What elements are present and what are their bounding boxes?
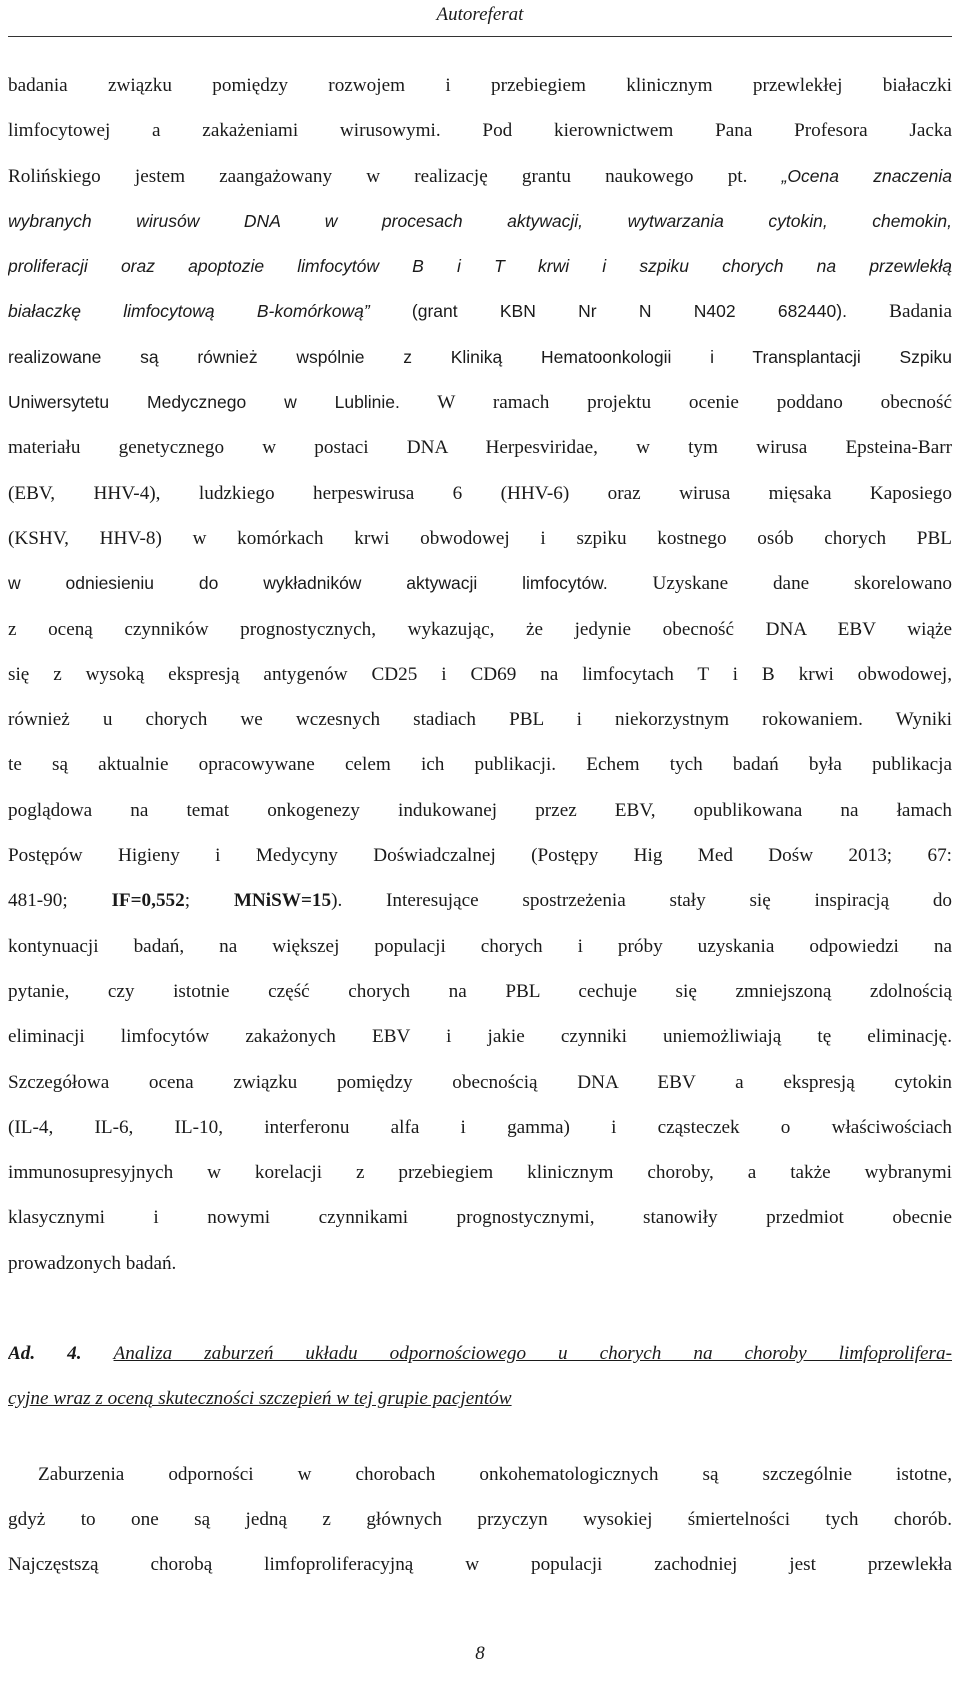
text-line: proliferacji oraz apoptozie limfocytów B i T krwi i szpiku chorych na przewlekłą bbox=[8, 256, 952, 277]
text-line: (IL-4, IL-6, IL-10, interferonu alfa i gamma) i cząsteczek o właściwościach bbox=[8, 1116, 952, 1138]
text-line bbox=[8, 154, 952, 199]
section-heading-line: cyjne wraz z oceną skuteczności szczepień w tej grupie pacjentów bbox=[8, 1388, 512, 1410]
text-span: 481-90; bbox=[8, 890, 68, 912]
page-number: 8 bbox=[475, 1643, 485, 1664]
text-line: immunosupresyjnych w korelacji z przebiegiem klinicznym choroby, a także wybranymi bbox=[8, 1162, 952, 1184]
spacer bbox=[8, 1422, 952, 1452]
spacer bbox=[8, 1286, 952, 1331]
text-line bbox=[8, 380, 952, 425]
section-title: Analiza zaburzeń układu odpornościowego u chorych na choroby limfoprolifera- bbox=[113, 1343, 952, 1365]
text-line: się z wysoką ekspresją antygenów CD25 i CD69 na limfocytach T i B krwi obwodowej, bbox=[8, 663, 952, 685]
text-line: materiału genetycznego w postaci DNA Herpesviridae, w tym wirusa Epsteina-Barr bbox=[8, 437, 952, 459]
text-line bbox=[8, 561, 952, 606]
text-span: W ramach projektu ocenie poddano obecność bbox=[437, 392, 952, 414]
grant-number-span: (grant KBN Nr N N402 682440). bbox=[411, 301, 847, 322]
mnisw-score: MNiSW=15 bbox=[233, 890, 332, 912]
text-span: Uniwersytetu Medycznego w Lublinie. bbox=[8, 392, 400, 413]
text-line: (EBV, HHV-4), ludzkiego herpeswirusa 6 (HHV-6) oraz wirusa mięsaka Kaposiego bbox=[8, 482, 952, 504]
text-line: eliminacji limfocytów zakażonych EBV i jakie czynniki uniemożliwiają tę eliminację. bbox=[8, 1026, 952, 1048]
text-line: gdyż to one są jedną z głównych przyczyn wysokiej śmiertelności tych chorób. bbox=[8, 1508, 952, 1530]
text-line: badania związku pomiędzy rozwojem i przebiegiem klinicznym przewlekłej białaczki bbox=[8, 75, 952, 96]
body-text bbox=[8, 63, 952, 1588]
text-line: realizowane są również wspólnie z Kliniką Hematoonkologii i Transplantacji Szpiku bbox=[8, 346, 952, 367]
text-span: ; bbox=[184, 890, 191, 912]
impact-factor: IF=0,552 bbox=[111, 890, 185, 912]
text-line: wybranych wirusów DNA w procesach aktywacji, wytwarzania cytokin, chemokin, bbox=[8, 210, 952, 231]
text-line: prowadzonych badań. bbox=[8, 1252, 177, 1274]
text-span: ). Interesujące spostrzeżenia stały się inspiracją do bbox=[331, 890, 952, 912]
grant-title-span: „Ocena znaczenia bbox=[781, 165, 952, 186]
text-line: kontynuacji badań, na większej populacji chorych i próby uzyskania odpowiedzi na bbox=[8, 935, 952, 957]
text-line: Zaburzenia odporności w chorobach onkohematologicznych są szczególnie istotne, bbox=[38, 1463, 952, 1485]
section-number: Ad. 4. bbox=[8, 1343, 82, 1365]
text-line bbox=[8, 289, 952, 334]
text-line bbox=[8, 878, 952, 923]
text-line: poglądowa na temat onkogenezy indukowanej przez EBV, opublikowana na łamach bbox=[8, 799, 952, 821]
text-line: klasycznymi i nowymi czynnikami prognostycznymi, stanowiły przedmiot obecnie bbox=[8, 1207, 952, 1229]
text-span: Rolińskiego jestem zaangażowany w realizację grantu naukowego pt. bbox=[8, 165, 748, 187]
text-span: w odniesieniu do wykładników aktywacji limfocytów. bbox=[8, 573, 608, 594]
text-line: te są aktualnie opracowywane celem ich publikacji. Echem tych badań była publikacja bbox=[8, 754, 952, 776]
text-line: z oceną czynników prognostycznych, wykazując, że jedynie obecność DNA EBV wiąże bbox=[8, 618, 952, 640]
text-line: Szczegółowa ocena związku pomiędzy obecnością DNA EBV a ekspresją cytokin bbox=[8, 1071, 952, 1093]
text-span: Uzyskane dane skorelowano bbox=[652, 573, 952, 595]
text-line: Najczęstszą chorobą limfoproliferacyjną w populacji zachodniej jest przewlekła bbox=[8, 1554, 952, 1576]
text-line: (KSHV, HHV-8) w komórkach krwi obwodowej i szpiku kostnego osób chorych PBL bbox=[8, 527, 952, 549]
header-rule bbox=[8, 36, 952, 37]
text-line: pytanie, czy istotnie część chorych na PBL cechuje się zmniejszoną zdolnością bbox=[8, 980, 952, 1002]
grant-title-span: białaczkę limfocytową B-komórkową” bbox=[8, 301, 370, 322]
text-line: również u chorych we wczesnych stadiach PBL i niekorzystnym rokowaniem. Wyniki bbox=[8, 709, 952, 731]
paragraph-1 bbox=[8, 63, 952, 1286]
text-line: limfocytowej a zakażeniami wirusowymi. Pod kierownictwem Pana Profesora Jacka bbox=[8, 120, 952, 142]
text-span: Badania bbox=[889, 301, 952, 323]
section-heading bbox=[8, 1331, 952, 1422]
section-heading-line bbox=[8, 1331, 952, 1376]
running-header: Autoreferat bbox=[436, 4, 524, 25]
text-line: Postępów Higieny i Medycyny Doświadczalnej (Postępy Hig Med Dośw 2013; 67: bbox=[8, 845, 952, 867]
paragraph-2 bbox=[8, 1452, 952, 1588]
